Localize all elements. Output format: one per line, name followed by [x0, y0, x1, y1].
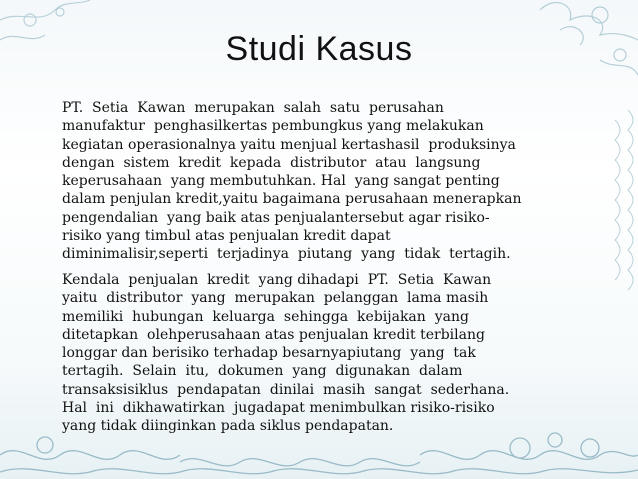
text-line: ditetapkan olehperusahaan atas penjualan kredit terbilang [62, 326, 485, 343]
text-line: dengan sistem kredit kepada distributor atau langsung [62, 154, 481, 171]
text-line: longgar dan berisiko terhadap besarnyapiutang yang tak [62, 345, 476, 362]
dragon-scales-right-icon [615, 110, 633, 290]
paragraph-2 [62, 271, 607, 436]
text-line: keperusahaan yang membutuhkan. Hal yang sangat penting [62, 173, 500, 190]
slide-title: Studi Kasus [225, 30, 413, 68]
text-line: Kendala penjualan kredit yang dihadapi PT. Setia Kawan [62, 272, 492, 288]
text-line: kegiatan operasionalnya yaitu menjual kertashasil produksinya [62, 136, 516, 153]
text-line: yaitu distributor yang merupakan pelanggan lama masih [62, 290, 489, 307]
text-line: manufaktur penghasilkertas pembungkus yang melakukan [62, 118, 484, 135]
text-line: yang tidak diinginkan pada siklus pendapatan. [62, 418, 394, 435]
text-line: pengendalian yang baik atas penjualantersebut agar risiko- [62, 209, 490, 226]
paragraph-1 [62, 99, 607, 264]
text-line: dalam penjulan kredit,yaitu bagaimana perusahaan menerapkan [62, 191, 522, 208]
text-line: diminimalisir,seperti terjadinya piutang yang tidak tertagih. [62, 246, 511, 263]
waves-bottom-icon [0, 433, 638, 474]
text-line: risiko yang timbul atas penjualan kredit dapat [62, 228, 391, 245]
text-line: PT. Setia Kawan merupakan salah satu perusahan [62, 100, 444, 116]
text-line: transaksisiklus pendapatan dinilai masih sangat sederhana. [62, 381, 510, 398]
text-line: memiliki hubungan keluarga sehingga kebijakan yang [62, 308, 469, 325]
text-line: Hal ini dikhawatirkan jugadapat menimbulkan risiko-risiko [62, 400, 495, 417]
text-line: tertagih. Selain itu, dokumen yang digunakan dalam [62, 363, 463, 380]
